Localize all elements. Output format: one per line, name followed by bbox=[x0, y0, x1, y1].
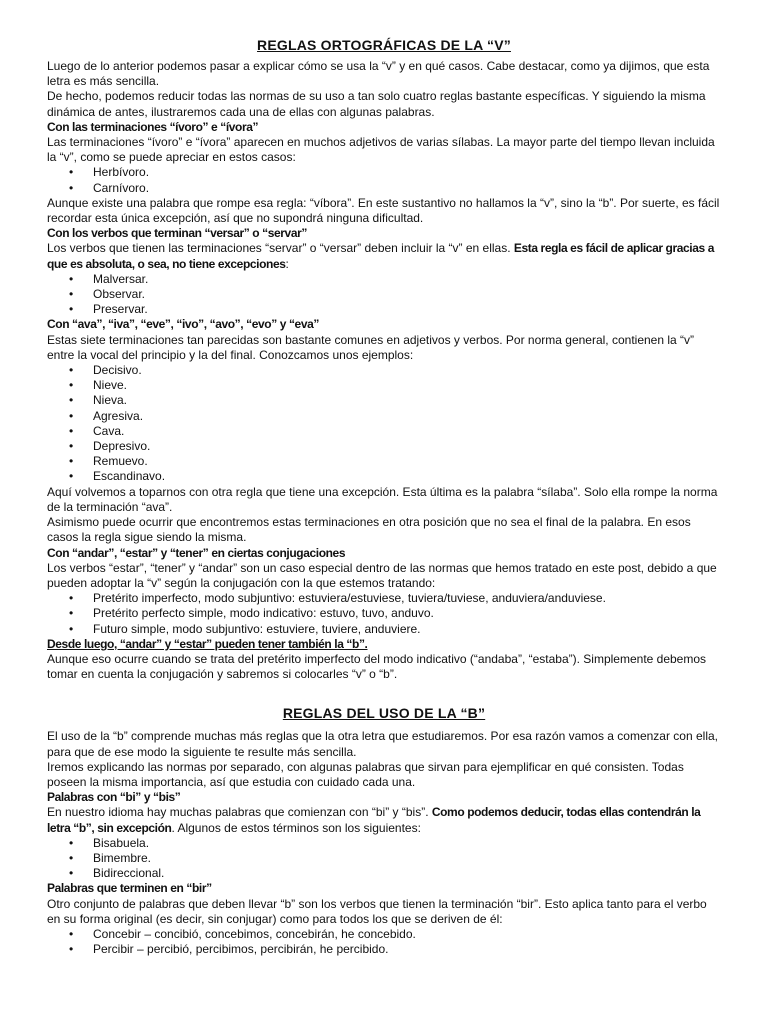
list-item: • Agresiva. bbox=[47, 409, 721, 424]
list-item: • Depresivo. bbox=[47, 439, 721, 454]
list-item: • Decisivo. bbox=[47, 363, 721, 378]
title-v-rules: REGLAS ORTOGRÁFICAS DE LA “V” bbox=[257, 37, 511, 53]
bullet-list bbox=[47, 927, 721, 957]
section-heading: Con los verbos que terminan “versar” o “servar” bbox=[47, 226, 307, 241]
bullet-list bbox=[47, 591, 721, 637]
list-item: • Nieve. bbox=[47, 378, 721, 393]
list-item: • Futuro simple, modo subjuntivo: estuviere, tuviere, anduviere. bbox=[47, 622, 721, 637]
list-item: • Remuevo. bbox=[47, 454, 721, 469]
section-heading: Con “andar”, “estar” y “tener” en ciertas conjugaciones bbox=[47, 545, 346, 560]
list-item: • Bisabuela. bbox=[47, 836, 721, 851]
paragraph bbox=[47, 805, 721, 835]
paragraph: Las terminaciones “ívoro” e “ívora” aparecen en muchos adjetivos de varias sílabas. La mayor parte del tiempo llevan incluida la “v”, como se puede apreciar en estos casos: bbox=[47, 135, 715, 165]
list-item: • Concebir – concibió, concebimos, concebirán, he concebido. bbox=[47, 927, 721, 942]
paragraph: Otro conjunto de palabras que deben llevar “b” son los verbos que tienen la terminación “bir”. Esto aplica tanto para el verbo en su forma original (es decir, sin conjugar) como para todos los que se deriven de él: bbox=[47, 896, 707, 926]
text-run: Los verbos que tienen las terminaciones “servar” o “versar” deben incluir la “v” en ellas. bbox=[47, 241, 514, 256]
list-item: • Cava. bbox=[47, 424, 721, 439]
text-run: En nuestro idioma hay muchas palabras que comienzan con “bi” y “bis”. bbox=[47, 805, 432, 820]
paragraph: Estas siete terminaciones tan parecidas son bastante comunes en adjetivos y verbos. Por norma general, contienen la “v” entre la vocal del principio y la del final. Conozcamos unos ejemplos: bbox=[47, 332, 695, 362]
paragraph: Iremos explicando las normas por separado, con algunas palabras que sirvan para ejemplificar en qué consisten. Todas poseen la misma importancia, así que estudia con cuidado cada una. bbox=[47, 759, 684, 789]
list-item: • Preservar. bbox=[47, 302, 721, 317]
section-heading: Con las terminaciones “ívoro” e “ívora” bbox=[47, 119, 259, 134]
list-item: • Observar. bbox=[47, 287, 721, 302]
paragraph: Los verbos “estar”, “tener” y “andar” son un caso especial dentro de las normas que hemos tratado en este post, debido a que pueden adoptar la “v” según la conjugación con la que estemos tratando: bbox=[47, 560, 717, 590]
text-run: : bbox=[285, 256, 289, 271]
list-item: • Herbívoro. bbox=[47, 165, 721, 180]
section-heading: Desde luego, “andar” y “estar” pueden tener también la “b”. bbox=[47, 636, 368, 651]
list-item: • Pretérito imperfecto, modo subjuntivo: estuviera/estuviese, tuviera/tuviese, anduviera/anduviese. bbox=[47, 591, 721, 606]
list-item: • Escandinavo. bbox=[47, 469, 721, 484]
section-heading: Palabras que terminen en “bir” bbox=[47, 881, 212, 896]
paragraph: De hecho, podemos reducir todas las normas de su uso a tan solo cuatro reglas bastante específicas. Y siguiendo la misma dinámica de antes, ilustraremos cada una de ellas con algunas palabras. bbox=[47, 89, 706, 119]
bullet-list bbox=[47, 165, 721, 195]
title-b-rules: REGLAS DEL USO DE LA “B” bbox=[282, 705, 486, 722]
bold-text-run: Como podemos deducir, todas ellas contendrán la letra “b”, sin excepción bbox=[47, 805, 701, 835]
list-item: • Pretérito perfecto simple, modo indicativo: estuvo, tuvo, anduvo. bbox=[47, 606, 721, 621]
list-item: • Percibir – percibió, percibimos, percibirán, he percibido. bbox=[47, 942, 721, 957]
paragraph: Aunque existe una palabra que rompe esa regla: “víbora”. En este sustantivo no hallamos la “v”, sino la “b”. Por suerte, es fácil recordar esta única excepción, así que no supondrá ninguna dificultad. bbox=[47, 195, 720, 226]
section-heading: Palabras con “bi” y “bis” bbox=[47, 790, 181, 805]
list-item: • Malversar. bbox=[47, 272, 721, 287]
paragraph bbox=[47, 241, 721, 271]
bullet-list bbox=[47, 272, 721, 318]
bullet-list bbox=[47, 363, 721, 485]
paragraph: El uso de la “b” comprende muchas más reglas que la otra letra que estudiaremos. Por esa razón vamos a comenzar con ella, para que de ese modo la siguiente te resulte más sencilla. bbox=[47, 729, 719, 759]
list-item: • Bimembre. bbox=[47, 851, 721, 866]
list-item: • Bidireccional. bbox=[47, 866, 721, 881]
section-heading: Con “ava”, “iva”, “eve”, “ivo”, “avo”, “evo” y “eva” bbox=[47, 317, 319, 332]
paragraph: Aquí volvemos a toparnos con otra regla que tiene una excepción. Esta última es la palabra “sílaba”. Solo ella rompe la norma de la terminación “ava”. bbox=[47, 484, 718, 514]
paragraph: Aunque eso ocurre cuando se trata del pretérito imperfecto del modo indicativo (“andaba”, “estaba”). Simplemente debemos tomar en cuenta la conjugación y sabremos si colocarles “v” o “b”. bbox=[47, 651, 707, 682]
paragraph: Asimismo puede ocurrir que encontremos estas terminaciones en otra posición que no sea el final de la palabra. En esos casos la regla sigue siendo la misma. bbox=[47, 515, 691, 545]
paragraph: Luego de lo anterior podemos pasar a explicar cómo se usa la “v” y en qué casos. Cabe destacar, como ya dijimos, que esta letra es más sencilla. bbox=[47, 59, 710, 89]
list-item: • Carnívoro. bbox=[47, 181, 721, 196]
bold-text-run: Esta regla es fácil de aplicar gracias a que es absoluta, o sea, no tiene excepciones bbox=[47, 241, 714, 271]
list-item: • Nieva. bbox=[47, 393, 721, 408]
text-run: . Algunos de estos términos son los siguientes: bbox=[171, 820, 421, 835]
bullet-list bbox=[47, 836, 721, 882]
